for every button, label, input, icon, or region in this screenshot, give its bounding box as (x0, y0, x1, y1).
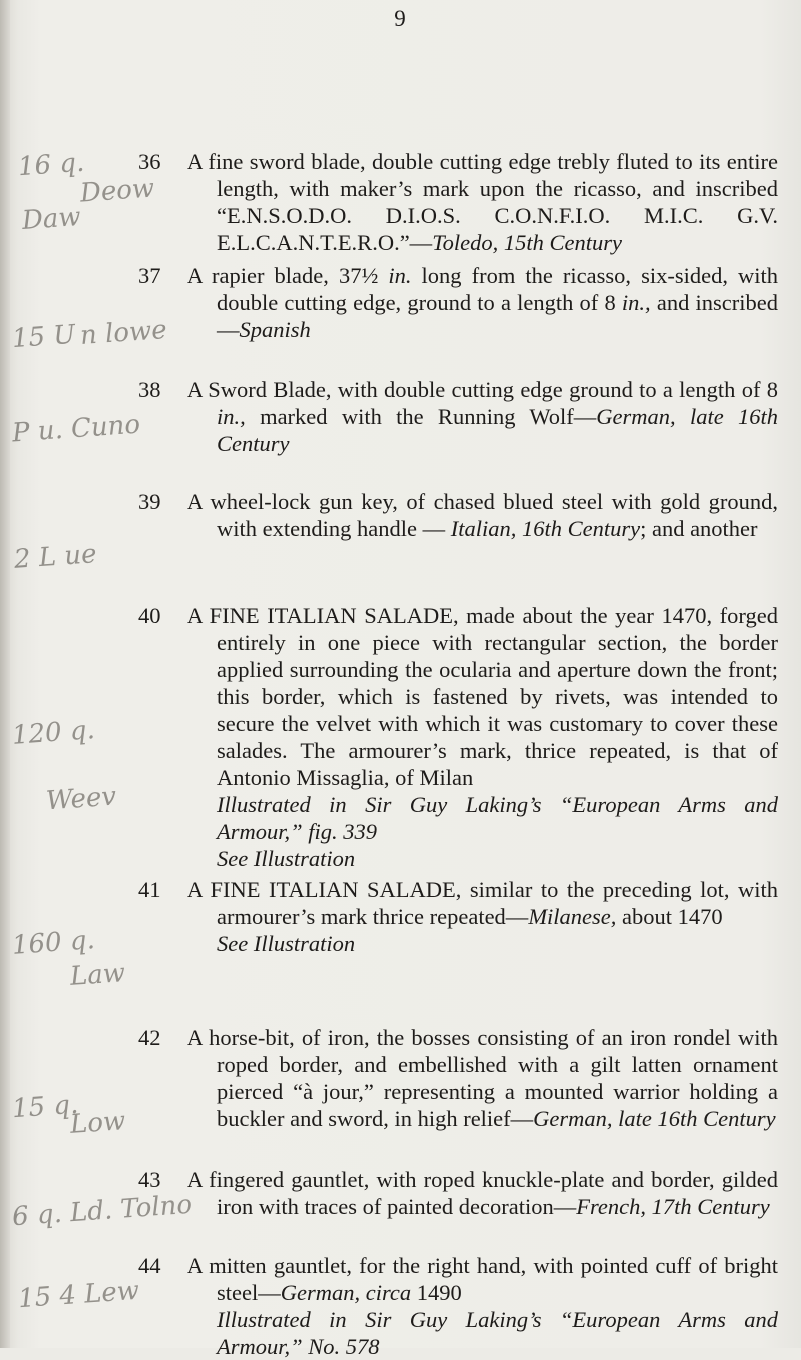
margin-note: 16 q. (17, 147, 86, 183)
lot-description: A fine sword blade, double cutting edge trebly fluted to its entire length, with maker’s mark upon the ricasso, and inscribed “E.N.S.O.D.O. D.I.O.S. C.O.N.F.I.O. M.I.C. G.V. E.L.C.A.N.T.E.R.O.”—Toledo, 15th Century (187, 149, 778, 255)
lot-description: A FINE ITALIAN SALADE, similar to the preceding lot, with armourer’s mark thrice repeated—Milanese, about 1470 See Illustration (187, 877, 778, 956)
margin-note: 2 L ue (13, 539, 98, 575)
lot-38 (138, 376, 778, 457)
lot-description: A fingered gauntlet, with roped knuckle-plate and border, gilded iron with traces of painted decoration—French, 17th Century (187, 1167, 778, 1219)
margin-note: 15 4 Lew (17, 1275, 140, 1315)
lot-number: 42 (138, 1025, 161, 1050)
lot-number: 36 (138, 149, 161, 174)
margin-note: 160 q. (11, 925, 96, 961)
lot-41 (138, 876, 778, 957)
lot-36 (138, 148, 778, 256)
lot-number: 41 (138, 877, 161, 902)
page-spine-shadow (0, 0, 10, 1348)
lot-description: A FINE ITALIAN SALADE, made about the year 1470, forged entirely in one piece with rectangular section, the border applied surrounding the ocularia and aperture down the front; this border, which is fastened by rivets, was intended to secure the velvet with which it was customary to cover these salades. The armourer’s mark, thrice repeated, is that of Antonio Missaglia, of Milan Illustrated in Sir Guy Laking’s “European Arms and Armour,” fig. 339 See Illustration (187, 603, 778, 871)
lot-description: A wheel-lock gun key, of chased blued steel with gold ground, with extending handle — Italian, 16th Century; and another (187, 489, 778, 541)
margin-note: Weev (45, 781, 118, 817)
lot-37 (138, 262, 778, 343)
margin-note: 120 q. (11, 715, 96, 751)
margin-note: Law (69, 958, 127, 992)
lot-number: 38 (138, 377, 161, 402)
lot-number: 44 (138, 1253, 161, 1278)
margin-note: Daw (21, 201, 82, 237)
lot-description: A horse-bit, of iron, the bosses consisting of an iron rondel with roped border, and embellished with a gilt latten ornament pierced “à jour,” representing a mounted warrior holding a buckler and sword, in high relief—German, late 16th Century (187, 1025, 778, 1131)
lot-43 (138, 1166, 778, 1220)
lot-40 (138, 602, 778, 872)
margin-note: Low (69, 1106, 127, 1140)
lot-number: 40 (138, 603, 161, 628)
margin-note: 6 q. Ld. Tolno (11, 1189, 193, 1233)
page-number: 9 (394, 6, 406, 31)
lot-39 (138, 488, 778, 542)
lot-number: 39 (138, 489, 161, 514)
lot-42 (138, 1024, 778, 1132)
lot-description: A mitten gauntlet, for the right hand, with pointed cuff of bright steel—German, circa 1490 Illustrated in Sir Guy Laking’s “European Arms and Armour,” No. 578 (187, 1253, 778, 1359)
margin-note: P u. Cuno (11, 409, 141, 449)
margin-note: n lowe (79, 315, 168, 351)
lot-description: A Sword Blade, with double cutting edge ground to a length of 8 in., marked with the Running Wolf—German, late 16th Century (187, 377, 778, 456)
margin-note: 15 q. (11, 1089, 80, 1125)
lot-44 (138, 1252, 778, 1360)
lot-number: 43 (138, 1167, 161, 1192)
margin-note: 15 U (11, 319, 77, 355)
lot-number: 37 (138, 263, 161, 288)
lot-description: A rapier blade, 37½ in. long from the ricasso, six-sided, with double cutting edge, ground to a length of 8 in., and inscribed—Spanish (187, 263, 778, 342)
margin-note: Deow (79, 173, 156, 209)
